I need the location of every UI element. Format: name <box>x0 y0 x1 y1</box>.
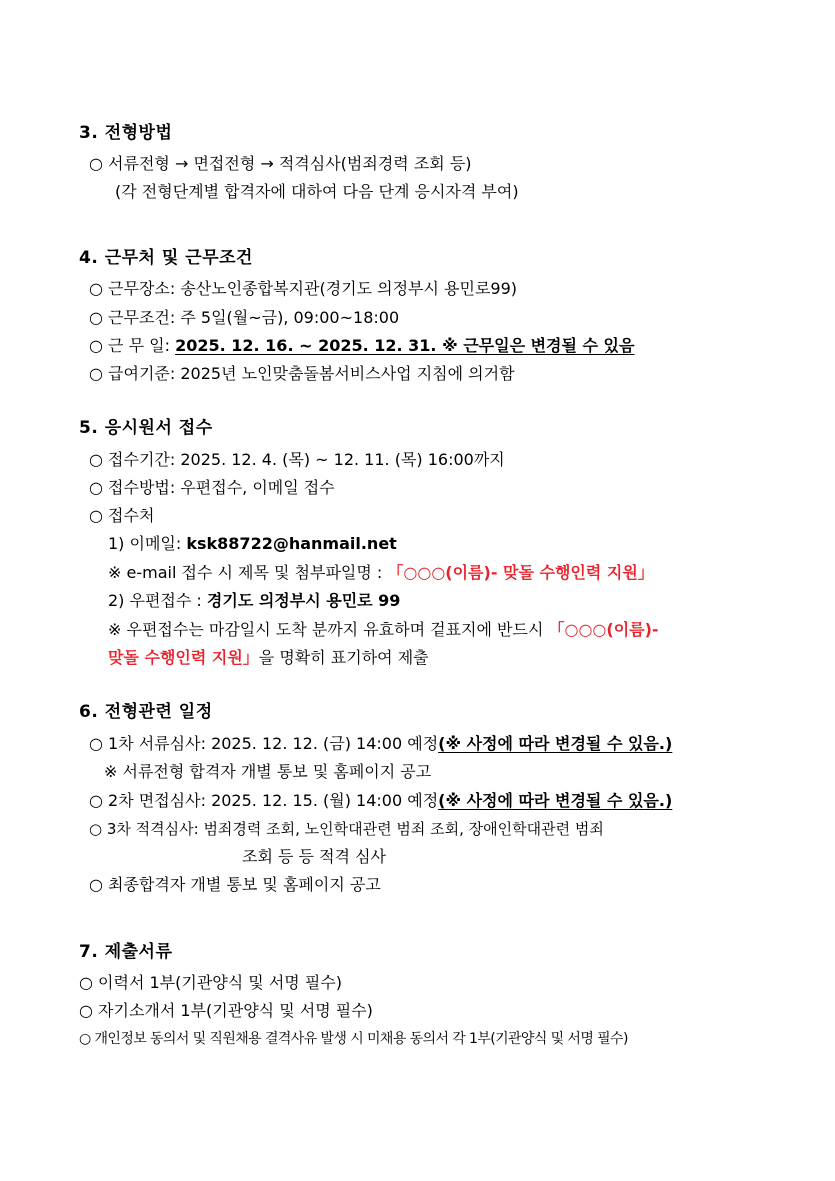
post-note-end: 을 명확히 표기하여 제출 <box>258 648 429 667</box>
s5-line-5 <box>108 562 654 584</box>
s5-line-1: ○ 접수기간: 2025. 12. 4. (목) ~ 12. 11. (목) 16:00까지 <box>89 450 505 469</box>
stage2-text: ○ 2차 면접심사: 2025. 12. 15. (월) 14:00 예정 <box>89 791 439 810</box>
s7-line-3: ○ 개인정보 동의서 및 직원채용 결격사유 발생 시 미채용 동의서 각 1부(기관양식 및 서명 필수) <box>79 1031 628 1047</box>
s6-line-2: ※ 서류전형 합격자 개별 통보 및 홈페이지 공고 <box>104 762 432 781</box>
email-subject-format: 「○○○(이름)- 맞돌 수행인력 지원」 <box>387 563 654 582</box>
post-subject-format-2: 맞돌 수행인력 지원」 <box>108 648 259 667</box>
s4-line-3 <box>89 335 634 357</box>
s5-line-2: ○ 접수방법: 우편접수, 이메일 접수 <box>89 478 335 497</box>
s7-line-1: ○ 이력서 1부(기관양식 및 서명 필수) <box>79 973 342 992</box>
s4-line-2: ○ 근무조건: 주 5일(월~금), 09:00~18:00 <box>89 308 400 327</box>
post-label: 2) 우편접수 : <box>108 591 207 610</box>
s4-line-4: ○ 급여기준: 2025년 노인맞춤돌봄서비스사업 지침에 의거함 <box>89 364 515 383</box>
post-address: 경기도 의정부시 용민로 99 <box>206 591 401 610</box>
workday-label: ○ 근 무 일: <box>89 336 176 355</box>
stage1-note: (※ 사정에 따라 변경될 수 있음.) <box>438 734 673 753</box>
post-subject-format-1: 「○○○(이름)- <box>548 620 659 639</box>
stage2-note: (※ 사정에 따라 변경될 수 있음.) <box>438 791 673 810</box>
section-6-heading: 6. 전형관련 일정 <box>79 702 213 722</box>
s3-line-2: (각 전형단계별 합격자에 대하여 다음 단계 응시자격 부여) <box>115 182 519 201</box>
s5-line-3: ○ 접수처 <box>89 506 155 525</box>
s6-line-6: ○ 최종합격자 개별 통보 및 홈페이지 공고 <box>89 875 381 894</box>
s5-line-6 <box>108 590 400 612</box>
s5-line-8 <box>108 647 429 669</box>
s5-line-7 <box>108 619 659 641</box>
section-3-heading: 3. 전형방법 <box>79 123 173 143</box>
s5-line-4 <box>108 533 397 555</box>
stage1-text: ○ 1차 서류심사: 2025. 12. 12. (금) 14:00 예정 <box>89 734 439 753</box>
s6-line-5: 조회 등 등 적격 심사 <box>242 847 386 866</box>
email-address: ksk88722@hanmail.net <box>186 534 397 553</box>
s6-line-3 <box>89 790 672 812</box>
post-note: ※ 우편접수는 마감일시 도착 분까지 유효하며 겉표지에 반드시 <box>108 620 549 639</box>
section-4-heading: 4. 근무처 및 근무조건 <box>79 248 253 268</box>
s6-line-1 <box>89 733 672 755</box>
section-7-heading: 7. 제출서류 <box>79 942 173 962</box>
workday-period: 2025. 12. 16. ~ 2025. 12. 31. ※ 근무일은 변경될 수 있음 <box>175 336 635 355</box>
email-label: 1) 이메일: <box>108 534 187 553</box>
email-subject-note: ※ e-mail 접수 시 제목 및 첨부파일명 : <box>108 563 388 582</box>
s6-line-4: ○ 3차 적격심사: 범죄경력 조회, 노인학대관련 범죄 조회, 장애인학대관련 범죄 <box>89 820 604 838</box>
section-5-heading: 5. 응시원서 접수 <box>79 418 213 438</box>
s7-line-2: ○ 자기소개서 1부(기관양식 및 서명 필수) <box>79 1001 373 1020</box>
s3-line-1: ○ 서류전형 → 면접전형 → 적격심사(범죄경력 조회 등) <box>89 154 472 173</box>
s4-line-1: ○ 근무장소: 송산노인종합복지관(경기도 의정부시 용민로99) <box>89 279 518 298</box>
